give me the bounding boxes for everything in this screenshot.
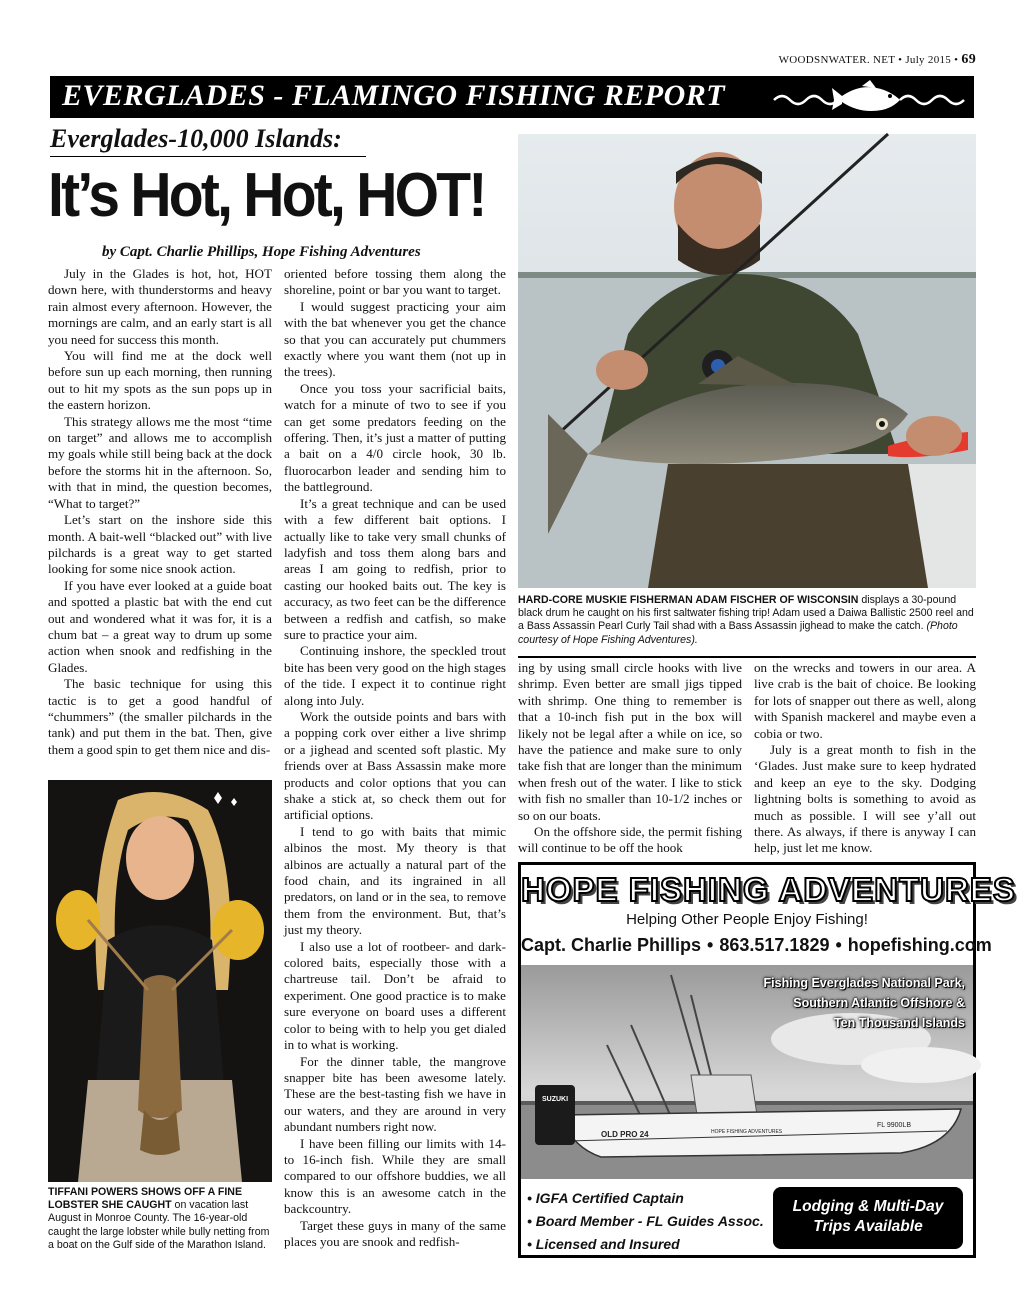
caption-body: on vacation last August in Monroe County. The 16-year-old caught the large lobster while bully netting from a boat on the Gulf side of the Marathon Island. xyxy=(48,1199,270,1251)
separator: • xyxy=(835,935,842,955)
paragraph: I would suggest practicing your aim with the bat whenever you get the chance so that you can accurately put chummers exactly where you want them (not up in the trees). xyxy=(284,298,506,380)
paragraph: You will find me at the dock well before sun up each morning, then running out to hit my spots as the sun pops up in the eastern horizon. xyxy=(48,348,272,413)
ad-title: HOPE FISHING ADVENTURES xyxy=(521,871,1016,908)
paragraph: The basic technique for using this tactic is to get a good handful of “chummers” (the smaller pilchards in the tank) and put them in the bat. Then, give them a good spin to get them nice and dis- xyxy=(48,676,272,757)
paragraph: July in the Glades is hot, hot, HOT down here, with thunderstorms and heavy rain almost every afternoon. However, the mornings are calm, and an early start is all you need for success this month. xyxy=(48,266,272,347)
paragraph: If you have ever looked at a guide boat and spotted a plastic bat with the end cut out and wondered what it was for, it is a chum bat – a great way to drum up some action when snook and redfishing in the Glades. xyxy=(48,577,272,675)
ad-website: hopefishing.com xyxy=(847,935,992,955)
ad-credential: • Board Member - FL Guides Assoc. xyxy=(527,1213,764,1229)
article-headline: It’s Hot, Hot, HOT! xyxy=(48,161,485,230)
ad-credential: • IGFA Certified Captain xyxy=(527,1190,684,1206)
paragraph: This strategy allows me the most “time on target” and allows me to accomplish my goals while still being back at the dock before the storms hit in the afternoon. So, with that in mind, the question becomes, “What to target?” xyxy=(48,413,273,511)
section-banner xyxy=(50,76,974,118)
paragraph: I also use a lot of rootbeer- and dark-colored baits, especially those with a chartreuse tail. Don’t be afraid to experiment. One good practice is to make sure everyone on board uses a different color to being with to help you get dialed in to what is working. xyxy=(284,938,506,1053)
ad-hope-fishing-adventures xyxy=(518,862,1016,1258)
ad-boat-registration: FL 9900LB xyxy=(877,1122,911,1129)
article-column-3 xyxy=(518,660,742,860)
ad-boat-name: OLD PRO 24 xyxy=(601,1130,649,1139)
ad-tagline: Helping Other People Enjoy Fishing! xyxy=(626,911,868,928)
caption-credit: (Photo courtesy of Hope Fishing Adventures). xyxy=(518,620,958,646)
paragraph: Target these guys in many of the same places you are snook and redfish- xyxy=(284,1217,506,1249)
ad-fishing-areas xyxy=(705,973,965,1033)
photo-lobster-catch xyxy=(48,780,272,1182)
paragraph: I have been filling our limits with 14- to 16-inch fish. While they are small compared to our offshore buddies, we all know this is an awesome catch in the backcountry. xyxy=(284,1135,506,1217)
ad-motor-brand: SUZUKI xyxy=(541,1096,569,1103)
separator: • xyxy=(707,935,714,955)
caption-lead: TIFFANI POWERS SHOWS OFF A FINE LOBSTER SHE CAUGHT xyxy=(48,1186,243,1212)
folio-site: WOODSNWATER. NET xyxy=(778,54,896,66)
paragraph: I tend to go with baits that mimic albinos the most. My theory is that albinos are actually a natural part of the food chain, and its ingrained in all predators, on land or in the sea, to remove them from the environment. But, that’s just my theory. xyxy=(284,823,506,938)
article-byline: by Capt. Charlie Phillips, Hope Fishing Adventures xyxy=(102,244,421,260)
paragraph: On the offshore side, the permit fishing will continue to be off the hook xyxy=(518,824,742,856)
photo-fisherman-image xyxy=(518,134,976,588)
banner-title: EVERGLADES - FLAMINGO FISHING REPORT xyxy=(62,79,726,112)
caption-body: displays a 30-pound black drum he caught on his first saltwater fishing trip! Adam used a Daiwa Ballistic 2500 reel and a Bass Assassin Pearl Curly Tail shad with a Bass Assassin jighead to make the catch. xyxy=(518,594,974,633)
fish-wave-icon xyxy=(770,78,970,116)
ad-lodging-badge xyxy=(773,1187,963,1249)
folio-separator: • xyxy=(898,54,903,66)
ad-boat-side: HOPE FISHING ADVENTURES xyxy=(711,1129,783,1135)
paragraph: on the wrecks and towers in our area. A live crab is the bait of choice. Be looking for lots of snapper out there as well, along with Spanish mackerel and maybe even a cobia or two. xyxy=(754,660,976,741)
article-column-2 xyxy=(284,266,506,1260)
article-column-4 xyxy=(754,660,976,860)
paragraph: Continuing inshore, the speckled trout bite has been very good on the high stages of the tide. I expect it to continue right along into July. xyxy=(284,643,506,708)
ad-area-line: Southern Atlantic Offshore & xyxy=(793,996,965,1010)
paragraph: Once you toss your sacrificial baits, watch for a minute of two to see if you can get some predators feeding on the offering. Then, it’s just a matter of putting a bait on a 4/0 circle hook, 30 lb. fluorocarbon leader and sending him to the battleground. xyxy=(284,380,506,495)
paragraph: It’s a great technique and can be used with a few different bait options. I actually like to take very small chunks of ladyfish and toss them along bars and areas I am going to redfish, prior to casting our hooked baits out. The key is accuracy, as two feet can be the difference between a redfish and catfish, so make sure to practice your aim. xyxy=(284,495,506,642)
ad-phone: 863.517.1829 xyxy=(719,935,830,955)
ad-credential: • Licensed and Insured xyxy=(527,1236,680,1252)
ad-area-line: Fishing Everglades National Park, xyxy=(763,976,965,990)
paragraph: Work the outside points and bars with a popping cork over either a live shrimp or a jighead and scented soft plastic. My friends over at Bass Assassin make more products and color options that you can shake a stick at, so check them out for artificial options. xyxy=(284,708,506,823)
caption-lead: HARD-CORE MUSKIE FISHERMAN ADAM FISCHER OF WISCONSIN xyxy=(518,594,859,606)
paragraph: July is a great month to fish in the ‘Glades. Just make sure to keep hydrated and keep an eye to the sky. Dodging lightning bolts is something to avoid as much as possible. I will see y’all out there. As always, if there is anyway I can help, just let me know. xyxy=(754,742,976,856)
article-kicker: Everglades-10,000 Islands: xyxy=(50,124,366,157)
paragraph: oriented before tossing them along the shoreline, point or bar you want to target. xyxy=(284,266,506,298)
ad-captain: Capt. Charlie Phillips xyxy=(521,935,702,955)
ad-contact-line xyxy=(521,935,992,956)
paragraph: ing by using small circle hooks with live shrimp. Even better are small jigs tipped with shrimp. One thing to remember is that a 10-inch fish put in the box will likely not be legal after a while on ice, so have the patience and make sure to only take fish that are longer than the minimum when fresh out of the water. I like to stick with fish no smaller than 10-1/2 inches or so on our boats. xyxy=(518,660,742,823)
folio-separator: • xyxy=(954,54,959,66)
photo-lobster-image xyxy=(48,780,272,1182)
photo-caption-main xyxy=(518,594,976,647)
folio-page-number: 69 xyxy=(961,52,976,67)
ad-badge-line: Lodging & Multi-Day xyxy=(792,1198,944,1215)
article-column-1 xyxy=(48,266,272,778)
paragraph: Let’s start on the inshore side this month. A bait-well “blacked out” with live pilchards is a great way to get started looking for some nice snook action. xyxy=(48,512,272,577)
photo-caption-lobster xyxy=(48,1186,272,1252)
photo-fisherman-black-drum xyxy=(518,134,976,588)
ad-credentials-list xyxy=(527,1187,764,1256)
paragraph: For the dinner table, the mangrove snapper bite has been awesome lately. These are the best-tasting fish we have in our waters, and they are around in very abundant numbers right now. xyxy=(284,1053,506,1135)
ad-area-line: Ten Thousand Islands xyxy=(833,1016,965,1030)
ad-badge-line: Trips Available xyxy=(813,1218,923,1235)
folio-issue: July 2015 xyxy=(905,54,952,66)
caption-divider xyxy=(518,656,976,658)
page-folio xyxy=(779,52,976,68)
